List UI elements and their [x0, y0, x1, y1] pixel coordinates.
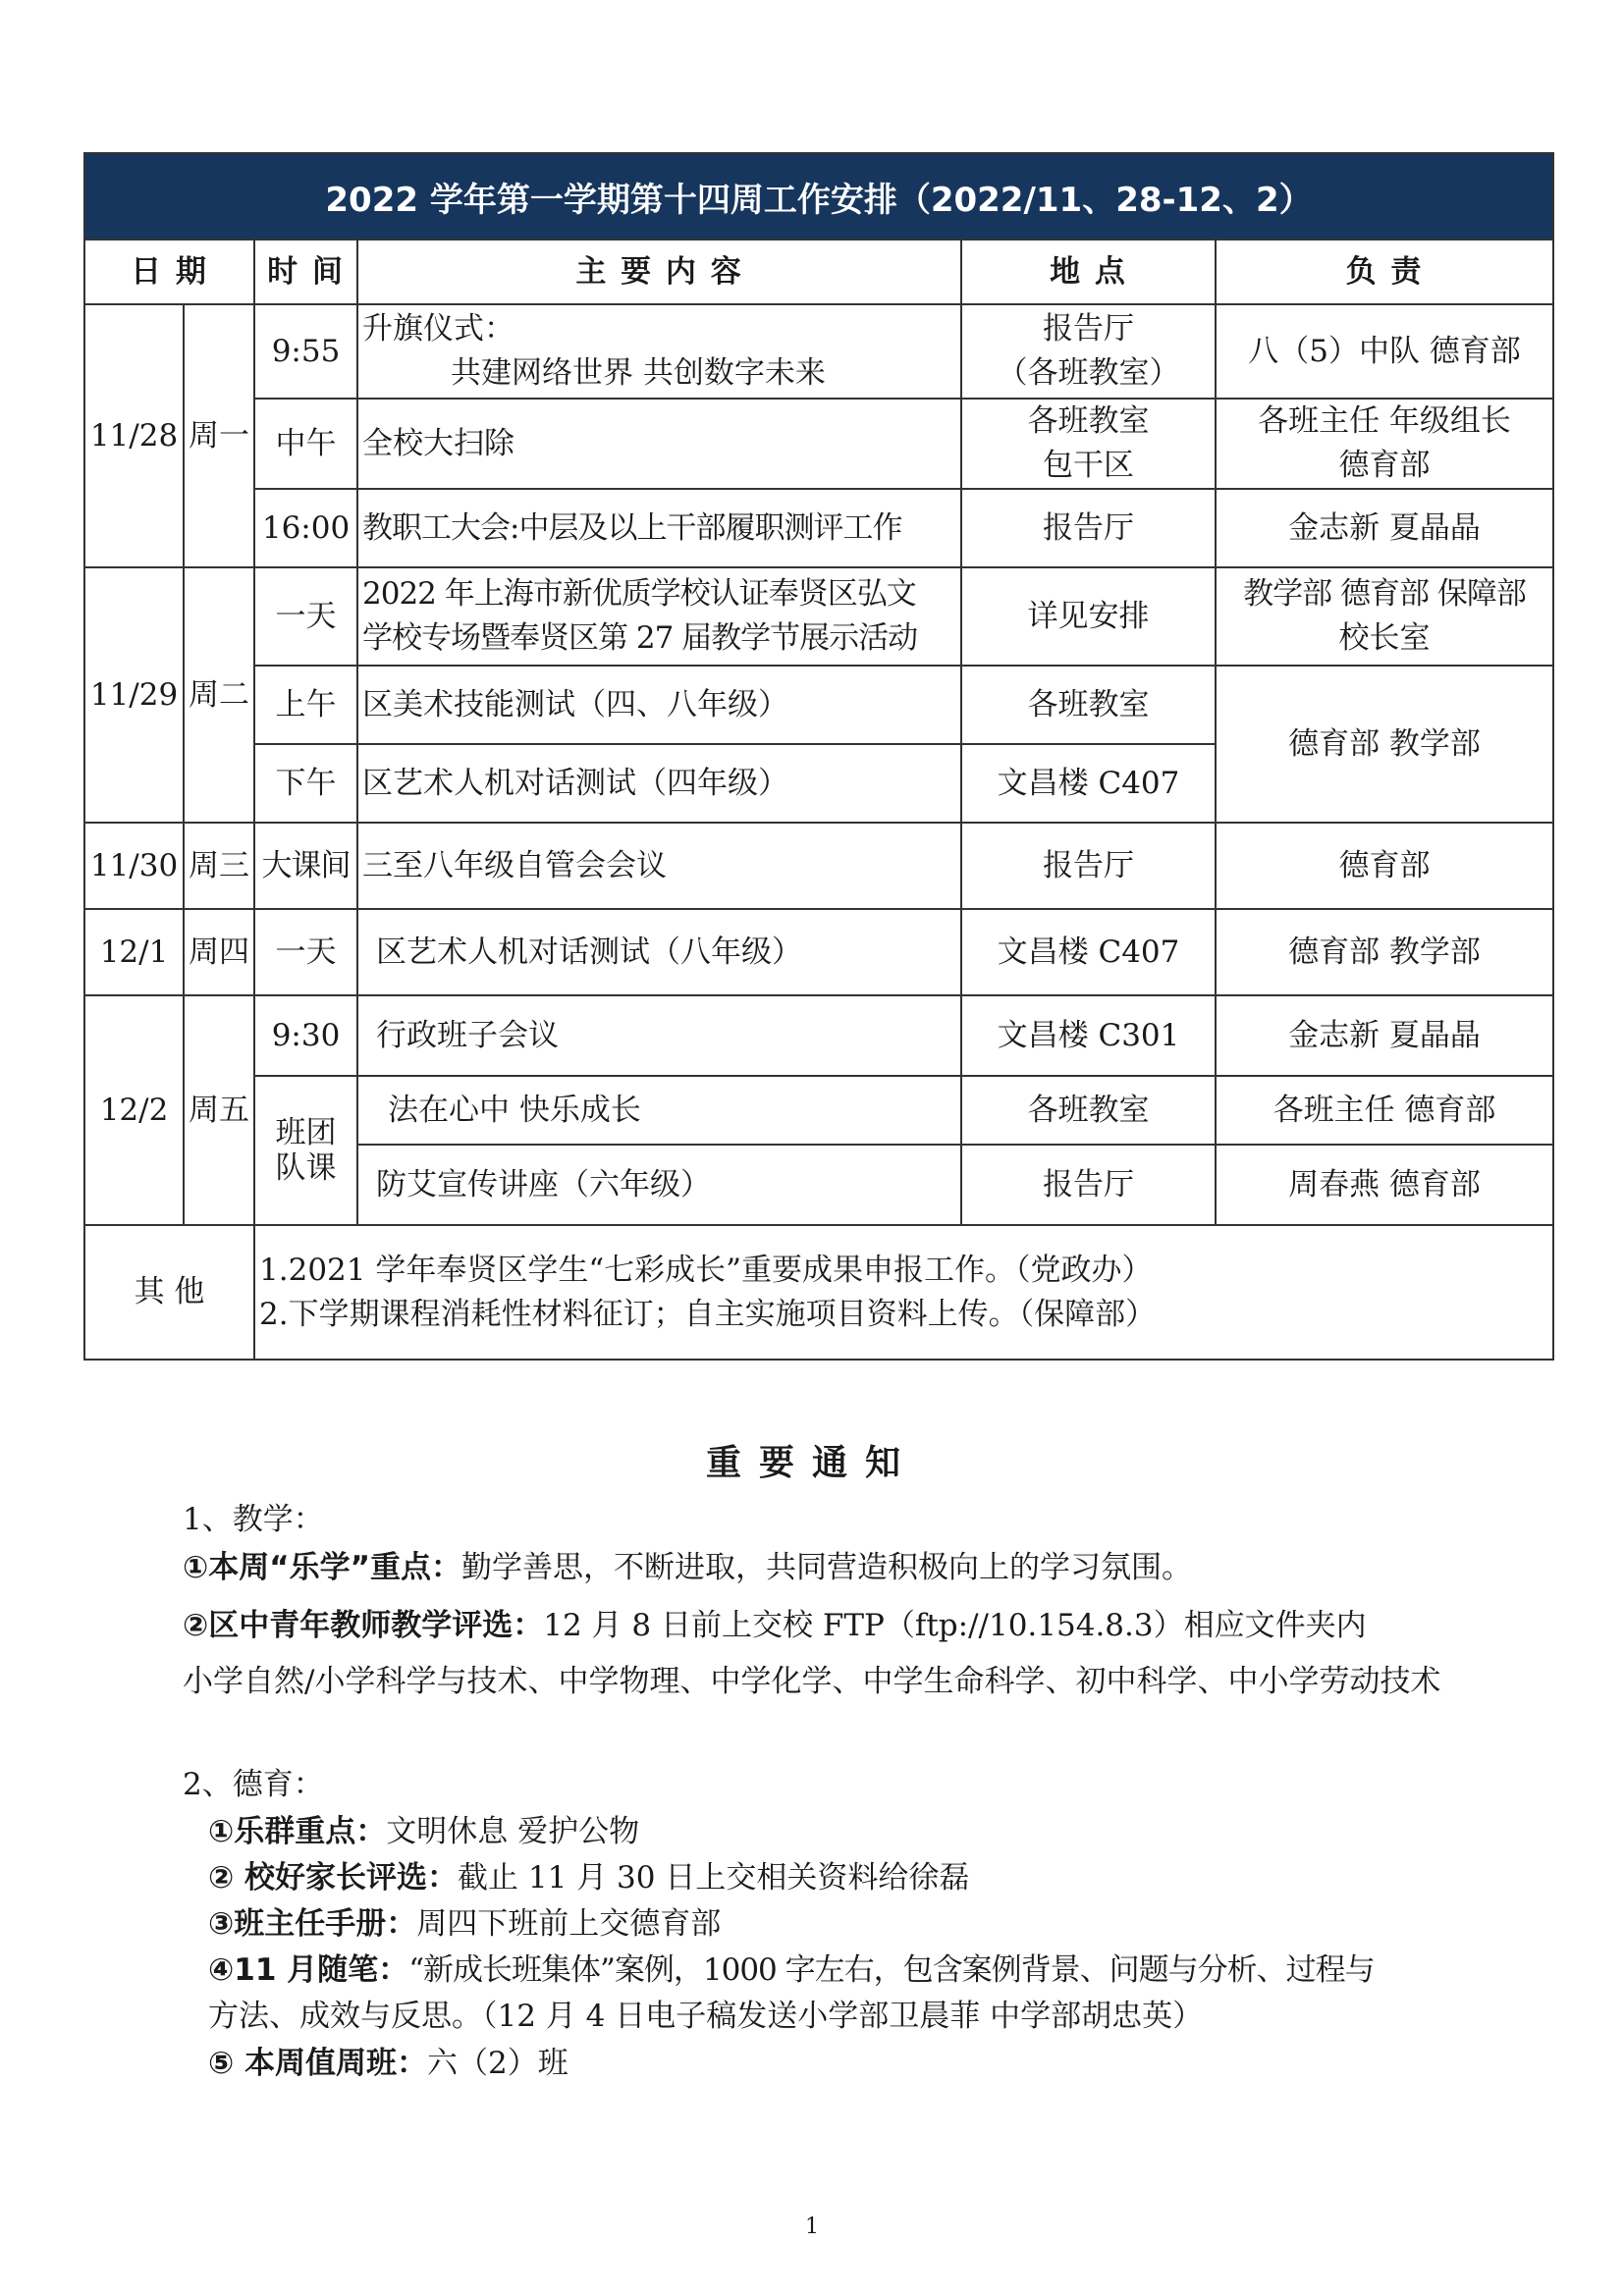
place-line: （各班教室） — [997, 355, 1180, 391]
content-cell: 法在心中 快乐成长 — [357, 1076, 961, 1145]
date-cell: 11/30 — [85, 823, 184, 909]
date-cell: 12/1 — [85, 909, 184, 995]
content-line: 升旗仪式： — [362, 311, 515, 347]
place-cell: 报告厅 — [961, 823, 1216, 909]
item-label: ①本周“乐学”重点： — [183, 1550, 461, 1585]
place-cell: 文昌楼 C301 — [961, 995, 1216, 1076]
other-line: 1.2021 学年奉贤区学生“七彩成长”重要成果申报工作。（党政办） — [259, 1252, 1153, 1288]
place-line: 报告厅 — [1043, 311, 1135, 347]
content-cell: 防艾宣传讲座（六年级） — [357, 1145, 961, 1225]
place-cell — [961, 304, 1216, 399]
place-cell: 报告厅 — [961, 489, 1216, 567]
owner-cell — [1216, 567, 1552, 666]
item-label: ④11 月随笔： — [208, 1952, 409, 1988]
place-line: 各班教室 — [1027, 403, 1150, 439]
schedule-table — [83, 152, 1554, 1361]
teaching-heading: 1、教学： — [183, 1502, 324, 1537]
content-cell: 教职工大会:中层及以上干部履职测评工作 — [357, 489, 961, 567]
time-cell: 一天 — [254, 567, 357, 666]
time-cell: 一天 — [254, 909, 357, 995]
owner-cell: 金志新 夏晶晶 — [1216, 995, 1552, 1076]
other-label: 其 他 — [85, 1225, 254, 1359]
time-line: 队课 — [275, 1150, 337, 1186]
time-cell: 上午 — [254, 666, 357, 744]
owner-cell: 德育部 教学部 — [1216, 909, 1552, 995]
owner-line: 校长室 — [1338, 620, 1431, 656]
item-label: ② 校好家长评选： — [208, 1860, 459, 1896]
teaching-item-2 — [183, 1603, 1577, 1648]
item-text: 文明休息 爱护公物 — [386, 1814, 640, 1849]
content-cell: 区艺术人机对话测试（四年级） — [357, 744, 961, 823]
owner-line: 教学部 德育部 保障部 — [1243, 576, 1526, 612]
place-cell: 详见安排 — [961, 567, 1216, 666]
item-label: ⑤ 本周值周班： — [208, 2046, 428, 2081]
item-text: 截止 11 月 30 日上交相关资料给徐磊 — [458, 1860, 970, 1896]
item-text: 周四下班前上交德育部 — [416, 1906, 722, 1942]
content-cell — [357, 567, 961, 666]
teaching-subjects: 小学自然/小学科学与技术、中学物理、中学化学、中学生命科学、初中科学、中小学劳动技术 — [183, 1664, 1441, 1699]
moral-item-4 — [208, 1948, 1583, 1993]
moral-item-3 — [208, 1901, 1602, 1947]
header-row — [85, 240, 1552, 304]
other-row — [85, 1225, 1552, 1359]
owner-cell — [1216, 399, 1552, 489]
time-cell — [254, 1076, 357, 1225]
time-cell: 中午 — [254, 399, 357, 489]
owner-cell: 德育部 — [1216, 823, 1552, 909]
owner-line: 各班主任 年级组长 — [1258, 403, 1511, 439]
item-label: ③班主任手册： — [208, 1906, 417, 1942]
item-label: ②区中青年教师教学评选： — [183, 1608, 544, 1643]
item-text: 12 月 8 日前上交校 FTP（ftp://10.154.8.3）相应文件夹内 — [543, 1608, 1367, 1643]
table-row — [85, 399, 1552, 489]
table-row — [85, 823, 1552, 909]
place-cell: 文昌楼 C407 — [961, 909, 1216, 995]
time-cell: 9:55 — [254, 304, 357, 399]
header-content: 主 要 内 容 — [357, 240, 961, 304]
content-line: 2022 年上海市新优质学校认证奉贤区弘文 — [362, 576, 916, 612]
content-line: 共建网络世界 共创数字未来 — [451, 355, 826, 391]
other-content — [254, 1225, 1552, 1359]
schedule-title: 2022 学年第一学期第十四周工作安排（2022/11、28-12、2） — [85, 154, 1552, 240]
weekday-cell: 周四 — [184, 909, 254, 995]
date-cell: 12/2 — [85, 995, 184, 1225]
table-row — [85, 489, 1552, 567]
moral-heading: 2、德育： — [183, 1767, 324, 1802]
owner-cell: 德育部 教学部 — [1216, 666, 1552, 823]
content-cell: 全校大扫除 — [357, 399, 961, 489]
table-row — [85, 995, 1552, 1076]
time-cell: 16:00 — [254, 489, 357, 567]
date-cell: 11/29 — [85, 567, 184, 823]
weekday-cell: 周五 — [184, 995, 254, 1225]
place-cell: 文昌楼 C407 — [961, 744, 1216, 823]
notice-title: 重要通知 — [705, 1443, 918, 1483]
place-line: 包干区 — [1043, 448, 1135, 483]
other-line: 2.下学期课程消耗性材料征订；自主实施项目资料上传。（保障部） — [259, 1296, 1157, 1332]
schedule-grid — [85, 240, 1552, 1359]
place-cell: 各班教室 — [961, 1076, 1216, 1145]
place-cell — [961, 399, 1216, 489]
content-cell: 行政班子会议 — [357, 995, 961, 1076]
owner-cell: 周春燕 德育部 — [1216, 1145, 1552, 1225]
table-row — [85, 909, 1552, 995]
item-text: 六（2）班 — [427, 2046, 568, 2081]
table-row — [85, 304, 1552, 399]
header-date: 日 期 — [85, 240, 254, 304]
table-row — [85, 666, 1552, 744]
table-row — [85, 1076, 1552, 1145]
place-cell: 报告厅 — [961, 1145, 1216, 1225]
owner-cell: 八（5）中队 德育部 — [1216, 304, 1552, 399]
content-line: 学校专场暨奉贤区第 27 届教学节展示活动 — [362, 620, 918, 656]
moral-item-2 — [208, 1855, 1602, 1900]
owner-cell: 金志新 夏晶晶 — [1216, 489, 1552, 567]
item-text: “新成长班集体”案例，1000 字左右，包含案例背景、问题与分析、过程与 — [408, 1952, 1375, 1988]
item-label: ①乐群重点： — [208, 1814, 387, 1849]
content-cell: 区美术技能测试（四、八年级） — [357, 666, 961, 744]
content-cell: 区艺术人机对话测试（八年级） — [357, 909, 961, 995]
time-cell: 9:30 — [254, 995, 357, 1076]
table-row — [85, 567, 1552, 666]
moral-item-5 — [208, 2041, 1602, 2086]
moral-item-1 — [208, 1809, 1602, 1854]
header-time: 时 间 — [254, 240, 357, 304]
item-text: 勤学善思，不断进取，共同营造积极向上的学习氛围。 — [461, 1550, 1192, 1585]
teaching-item-1 — [183, 1545, 1577, 1590]
owner-cell: 各班主任 德育部 — [1216, 1076, 1552, 1145]
place-cell: 各班教室 — [961, 666, 1216, 744]
header-owner: 负 责 — [1216, 240, 1552, 304]
content-cell — [357, 304, 961, 399]
header-place: 地 点 — [961, 240, 1216, 304]
content-cell: 三至八年级自管会会议 — [357, 823, 961, 909]
time-line: 班团 — [275, 1115, 337, 1150]
date-cell: 11/28 — [85, 304, 184, 567]
owner-line: 德育部 — [1338, 448, 1431, 483]
weekday-cell: 周三 — [184, 823, 254, 909]
time-cell: 下午 — [254, 744, 357, 823]
page-number: 1 — [805, 2215, 819, 2239]
moral-item-4-cont: 方法、成效与反思。（12 月 4 日电子稿发送小学部卫晨菲 中学部胡忠英） — [208, 1999, 1204, 2034]
weekday-cell: 周二 — [184, 567, 254, 823]
weekday-cell: 周一 — [184, 304, 254, 567]
time-cell: 大课间 — [254, 823, 357, 909]
